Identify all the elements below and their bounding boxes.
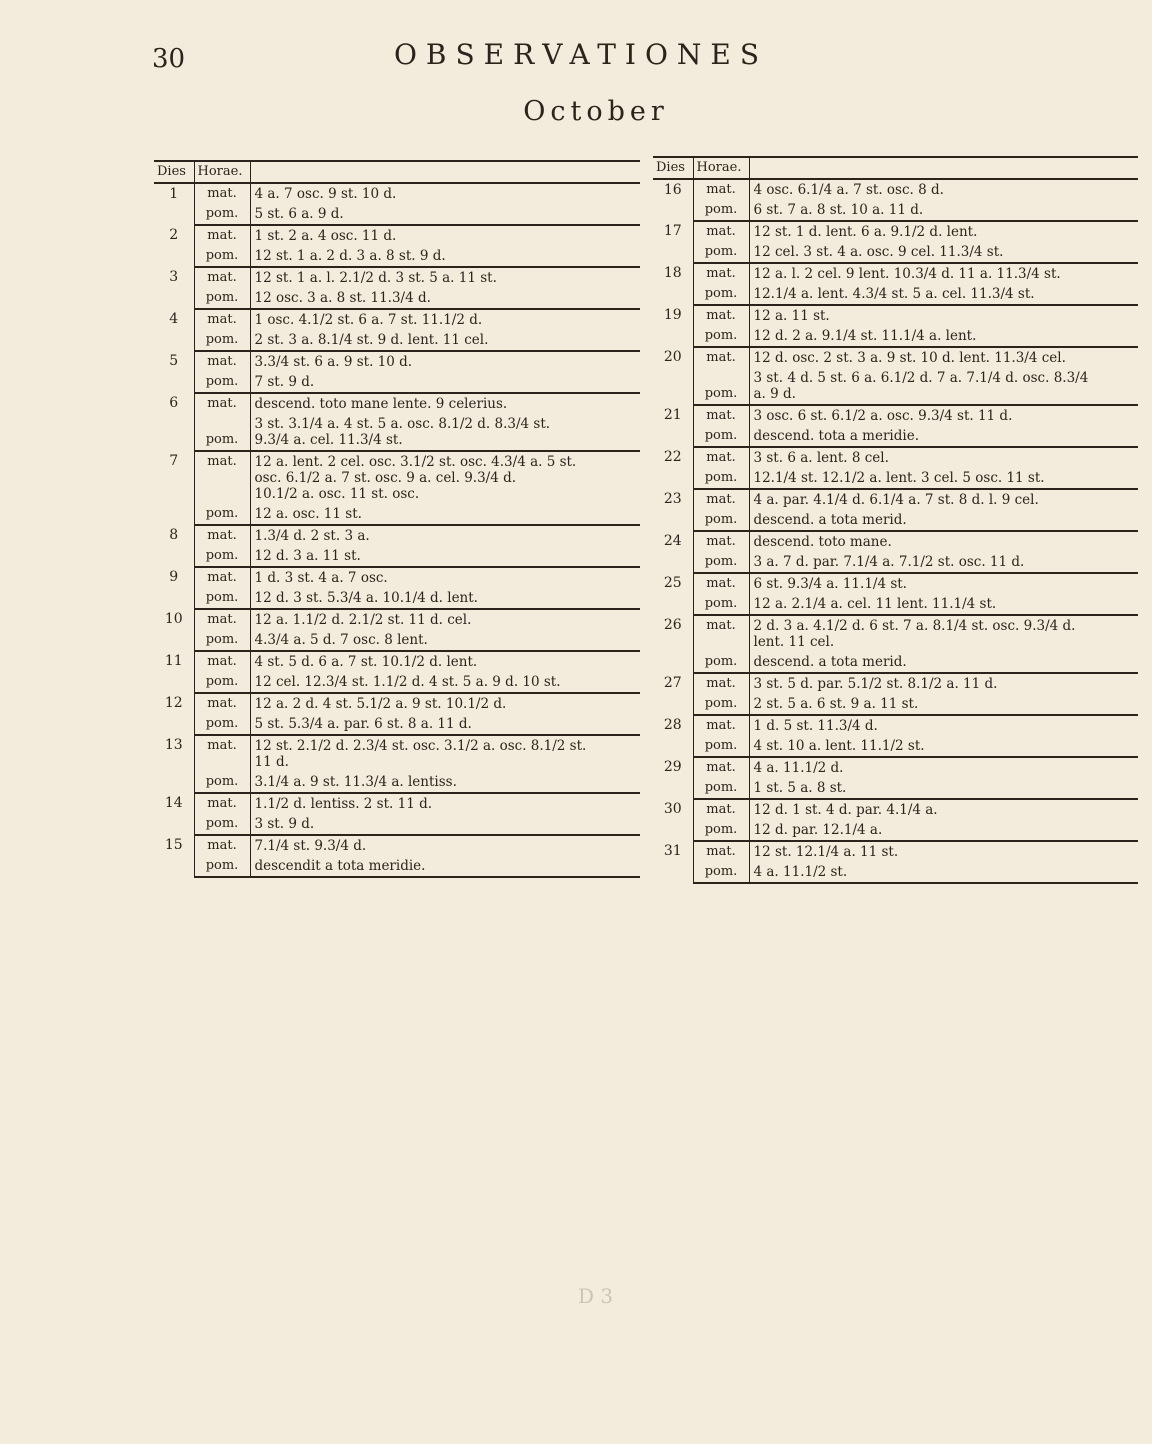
day-row-pom <box>154 714 640 735</box>
day-row-mat <box>653 179 1138 200</box>
reading-pom: 5 st. 6 a. 9 d. <box>250 204 640 225</box>
hour-label-pom: pom. <box>194 856 250 877</box>
hour-label-pom: pom. <box>693 862 749 883</box>
day-number: 7 <box>154 451 194 525</box>
day-row-pom <box>154 588 640 609</box>
day-number: 13 <box>154 735 194 793</box>
hour-label-pom: pom. <box>194 672 250 693</box>
day-row-mat <box>154 351 640 372</box>
day-row-mat <box>653 531 1138 552</box>
reading-pom: 12 cel. 12.3/4 st. 1.1/2 d. 4 st. 5 a. 9 d. 10 st. <box>250 672 640 693</box>
hour-label-mat: mat. <box>194 525 250 546</box>
day-row-pom <box>154 856 640 877</box>
day-number: 23 <box>653 489 693 531</box>
dies-header: Dies <box>154 161 194 183</box>
hour-label-pom: pom. <box>194 546 250 567</box>
reading-mat: 1 d. 3 st. 4 a. 7 osc. <box>254 570 388 586</box>
hour-label-mat: mat. <box>194 225 250 246</box>
hour-label-pom: pom. <box>693 778 749 799</box>
hour-label-pom: pom. <box>693 284 749 305</box>
reading-mat: 12 d. osc. 2 st. 3 a. 9 st. 10 d. lent. 11.3/4 cel. <box>753 350 1066 366</box>
hour-label-pom: pom. <box>194 504 250 525</box>
reading-pom: 12.1/4 st. 12.1/2 a. lent. 3 cel. 5 osc. 11 st. <box>749 468 1138 489</box>
day-row-mat <box>653 263 1138 284</box>
reading-pom: 4 a. 11.1/2 st. <box>749 862 1138 883</box>
day-number: 10 <box>154 609 194 651</box>
hour-label-pom: pom. <box>693 820 749 841</box>
day-number: 18 <box>653 263 693 305</box>
day-number: 8 <box>154 525 194 567</box>
day-row-mat <box>653 305 1138 326</box>
reading-pom: 12 osc. 3 a. 8 st. 11.3/4 d. <box>250 288 640 309</box>
day-row-mat <box>653 673 1138 694</box>
day-number: 3 <box>154 267 194 309</box>
hour-label-pom: pom. <box>693 468 749 489</box>
hour-label-pom: pom. <box>693 736 749 757</box>
reading-mat: 3 st. 5 d. par. 5.1/2 st. 8.1/2 a. 11 d. <box>753 676 998 692</box>
reading-mat: 1 osc. 4.1/2 st. 6 a. 7 st. 11.1/2 d. <box>254 312 483 328</box>
reading-pom: 3 a. 7 d. par. 7.1/4 a. 7.1/2 st. osc. 11 d. <box>749 552 1138 573</box>
day-number: 12 <box>154 693 194 735</box>
day-number: 4 <box>154 309 194 351</box>
day-row-mat <box>154 525 640 546</box>
hour-label-pom: pom. <box>693 652 749 673</box>
reading-pom: 3 st. 3.1/4 a. 4 st. 5 a. osc. 8.1/2 d. 8.3/4 st. 9.3/4 a. cel. 11.3/4 st. <box>250 414 640 451</box>
reading-mat: descend. toto mane lente. 9 celerius. <box>254 396 508 412</box>
hour-label-mat: mat. <box>693 221 749 242</box>
hour-label-pom: pom. <box>693 426 749 447</box>
reading-pom: 12 d. 2 a. 9.1/4 st. 11.1/4 a. lent. <box>749 326 1138 347</box>
day-row-pom <box>653 284 1138 305</box>
reading-pom: 2 st. 3 a. 8.1/4 st. 9 d. lent. 11 cel. <box>250 330 640 351</box>
hour-label-mat: mat. <box>194 267 250 288</box>
reading-mat: 12 a. 1.1/2 d. 2.1/2 st. 11 d. cel. <box>254 612 472 628</box>
reading-pom: 4 st. 10 a. lent. 11.1/2 st. <box>749 736 1138 757</box>
hour-label-mat: mat. <box>693 841 749 862</box>
reading-mat: 3 st. 6 a. lent. 8 cel. <box>753 450 889 466</box>
hour-label-pom: pom. <box>194 204 250 225</box>
hour-label-mat: mat. <box>194 183 250 204</box>
day-number: 17 <box>653 221 693 263</box>
reading-mat: 1 st. 2 a. 4 osc. 11 d. <box>254 228 397 244</box>
day-row-pom <box>154 814 640 835</box>
readings-header <box>749 157 1138 179</box>
hour-label-pom: pom. <box>194 330 250 351</box>
day-number: 15 <box>154 835 194 877</box>
hour-label-mat: mat. <box>693 405 749 426</box>
hour-label-mat: mat. <box>194 451 250 504</box>
day-row-pom <box>154 672 640 693</box>
reading-pom: 3.1/4 a. 9 st. 11.3/4 a. lentiss. <box>250 772 640 793</box>
day-row-pom <box>154 246 640 267</box>
reading-pom: 1 st. 5 a. 8 st. <box>749 778 1138 799</box>
hour-label-mat: mat. <box>693 573 749 594</box>
hour-label-mat: mat. <box>693 489 749 510</box>
day-row-mat <box>653 347 1138 368</box>
hour-label-pom: pom. <box>194 714 250 735</box>
signature-mark: D 3 <box>578 1284 614 1308</box>
reading-mat: 12 st. 2.1/2 d. 2.3/4 st. osc. 3.1/2 a. osc. 8.1/2 st. 11 d. <box>254 738 587 770</box>
day-number: 21 <box>653 405 693 447</box>
reading-mat: 1.1/2 d. lentiss. 2 st. 11 d. <box>254 796 433 812</box>
day-row-pom <box>653 552 1138 573</box>
day-number: 30 <box>653 799 693 841</box>
reading-pom: 12.1/4 a. lent. 4.3/4 st. 5 a. cel. 11.3/4 st. <box>749 284 1138 305</box>
reading-pom: descendit a tota meridie. <box>250 856 640 877</box>
hour-label-mat: mat. <box>693 305 749 326</box>
day-number: 28 <box>653 715 693 757</box>
day-row-mat <box>653 405 1138 426</box>
hour-label-pom: pom. <box>693 510 749 531</box>
reading-mat: 4 a. 7 osc. 9 st. 10 d. <box>254 186 397 202</box>
hour-label-mat: mat. <box>693 531 749 552</box>
reading-pom: 7 st. 9 d. <box>250 372 640 393</box>
day-row-mat <box>653 573 1138 594</box>
reading-mat: 7.1/4 st. 9.3/4 d. <box>254 838 367 854</box>
hour-label-mat: mat. <box>693 263 749 284</box>
day-row-mat <box>154 267 640 288</box>
day-row-pom <box>154 372 640 393</box>
day-row-pom <box>653 426 1138 447</box>
reading-pom: 12 d. 3 st. 5.3/4 a. 10.1/4 d. lent. <box>250 588 640 609</box>
day-row-pom <box>653 694 1138 715</box>
day-row-pom <box>154 504 640 525</box>
hour-label-pom: pom. <box>693 200 749 221</box>
day-row-pom <box>653 242 1138 263</box>
day-row-mat <box>653 757 1138 778</box>
hour-label-pom: pom. <box>194 814 250 835</box>
day-row-mat <box>154 183 640 204</box>
reading-mat: 1.3/4 d. 2 st. 3 a. <box>254 528 370 544</box>
day-row-pom <box>653 862 1138 883</box>
hour-label-pom: pom. <box>194 246 250 267</box>
reading-mat: 3.3/4 st. 6 a. 9 st. 10 d. <box>254 354 413 370</box>
reading-mat: 12 d. 1 st. 4 d. par. 4.1/4 a. <box>753 802 938 818</box>
reading-pom: 2 st. 5 a. 6 st. 9 a. 11 st. <box>749 694 1138 715</box>
reading-mat: 12 a. l. 2 cel. 9 lent. 10.3/4 d. 11 a. 11.3/4 st. <box>753 266 1061 282</box>
reading-mat: 12 a. lent. 2 cel. osc. 3.1/2 st. osc. 4.3/4 a. 5 st. osc. 6.1/2 a. 7 st. osc. 9 a. cel. 9.3/4 d. 10.1/2 a. osc. 11 st. osc. <box>254 454 577 502</box>
day-row-pom <box>653 778 1138 799</box>
reading-pom: 5 st. 5.3/4 a. par. 6 st. 8 a. 11 d. <box>250 714 640 735</box>
hour-label-pom: pom. <box>693 694 749 715</box>
hour-label-mat: mat. <box>194 651 250 672</box>
reading-mat: 4 a. 11.1/2 d. <box>753 760 844 776</box>
day-row-mat <box>653 715 1138 736</box>
reading-mat: 12 st. 1 a. l. 2.1/2 d. 3 st. 5 a. 11 st. <box>254 270 497 286</box>
reading-pom: 3 st. 4 d. 5 st. 6 a. 6.1/2 d. 7 a. 7.1/4 d. osc. 8.3/4 a. 9 d. <box>749 368 1138 405</box>
hour-label-pom: pom. <box>194 772 250 793</box>
day-number: 29 <box>653 757 693 799</box>
day-row-pom <box>653 652 1138 673</box>
day-row-pom <box>653 200 1138 221</box>
day-row-mat <box>154 609 640 630</box>
page-number: 30 <box>152 44 186 74</box>
hour-label-mat: mat. <box>693 615 749 652</box>
hour-label-pom: pom. <box>194 288 250 309</box>
hour-label-mat: mat. <box>194 735 250 772</box>
day-number: 11 <box>154 651 194 693</box>
day-row-pom <box>154 330 640 351</box>
hour-label-mat: mat. <box>194 309 250 330</box>
hour-label-pom: pom. <box>194 588 250 609</box>
hour-label-pom: pom. <box>693 326 749 347</box>
hour-label-pom: pom. <box>693 552 749 573</box>
reading-mat: 12 a. 2 d. 4 st. 5.1/2 a. 9 st. 10.1/2 d. <box>254 696 507 712</box>
hour-label-mat: mat. <box>693 715 749 736</box>
reading-mat: 4 osc. 6.1/4 a. 7 st. osc. 8 d. <box>753 182 944 198</box>
day-row-mat <box>653 447 1138 468</box>
reading-pom: descend. a tota merid. <box>749 652 1138 673</box>
horae-header: Horae. <box>194 161 250 183</box>
day-row-mat <box>154 651 640 672</box>
hour-label-mat: mat. <box>194 793 250 814</box>
day-number: 19 <box>653 305 693 347</box>
reading-mat: 3 osc. 6 st. 6.1/2 a. osc. 9.3/4 st. 11 d. <box>753 408 1013 424</box>
hour-label-pom: pom. <box>693 242 749 263</box>
day-number: 20 <box>653 347 693 405</box>
day-number: 26 <box>653 615 693 673</box>
day-row-mat <box>154 693 640 714</box>
left-observation-table <box>154 160 640 878</box>
day-number: 22 <box>653 447 693 489</box>
day-row-pom <box>653 820 1138 841</box>
reading-mat: 4 st. 5 d. 6 a. 7 st. 10.1/2 d. lent. <box>254 654 478 670</box>
day-number: 9 <box>154 567 194 609</box>
day-row-pom <box>154 204 640 225</box>
day-number: 16 <box>653 179 693 221</box>
day-row-mat <box>154 451 640 504</box>
hour-label-mat: mat. <box>194 693 250 714</box>
hour-label-mat: mat. <box>194 351 250 372</box>
right-observation-table <box>653 156 1138 884</box>
day-row-pom <box>653 736 1138 757</box>
day-row-mat <box>154 567 640 588</box>
running-title: OBSERVATIONES <box>393 38 769 71</box>
day-number: 6 <box>154 393 194 451</box>
day-row-pom <box>653 468 1138 489</box>
day-row-mat <box>154 309 640 330</box>
reading-mat: 12 a. 11 st. <box>753 308 830 324</box>
reading-pom: descend. a tota merid. <box>749 510 1138 531</box>
day-row-mat <box>154 793 640 814</box>
reading-mat: 12 st. 12.1/4 a. 11 st. <box>753 844 899 860</box>
day-number: 14 <box>154 793 194 835</box>
hour-label-mat: mat. <box>693 757 749 778</box>
reading-mat: descend. toto mane. <box>753 534 892 550</box>
reading-pom: 12 st. 1 a. 2 d. 3 a. 8 st. 9 d. <box>250 246 640 267</box>
day-row-pom <box>154 630 640 651</box>
hour-label-mat: mat. <box>693 179 749 200</box>
reading-mat: 1 d. 5 st. 11.3/4 d. <box>753 718 878 734</box>
reading-pom: 12 a. 2.1/4 a. cel. 11 lent. 11.1/4 st. <box>749 594 1138 615</box>
day-number: 27 <box>653 673 693 715</box>
reading-mat: 12 st. 1 d. lent. 6 a. 9.1/2 d. lent. <box>753 224 978 240</box>
reading-pom: 12 cel. 3 st. 4 a. osc. 9 cel. 11.3/4 st. <box>749 242 1138 263</box>
reading-mat: 4 a. par. 4.1/4 d. 6.1/4 a. 7 st. 8 d. l. 9 cel. <box>753 492 1039 508</box>
right-table-body <box>653 179 1138 883</box>
day-row-mat <box>154 735 640 772</box>
reading-pom: 3 st. 9 d. <box>250 814 640 835</box>
day-row-mat <box>154 835 640 856</box>
hour-label-pom: pom. <box>194 630 250 651</box>
dies-header: Dies <box>653 157 693 179</box>
month-title: October <box>523 96 669 127</box>
readings-header <box>250 161 640 183</box>
day-number: 31 <box>653 841 693 883</box>
hour-label-mat: mat. <box>693 799 749 820</box>
hour-label-mat: mat. <box>194 835 250 856</box>
day-row-mat <box>154 225 640 246</box>
day-row-mat <box>653 841 1138 862</box>
reading-pom: 12 d. 3 a. 11 st. <box>250 546 640 567</box>
hour-label-pom: pom. <box>194 372 250 393</box>
day-row-pom <box>653 326 1138 347</box>
reading-mat: 6 st. 9.3/4 a. 11.1/4 st. <box>753 576 907 592</box>
day-row-pom <box>154 414 640 451</box>
day-number: 25 <box>653 573 693 615</box>
hour-label-mat: mat. <box>194 609 250 630</box>
day-row-mat <box>154 393 640 414</box>
reading-pom: 6 st. 7 a. 8 st. 10 a. 11 d. <box>749 200 1138 221</box>
day-row-pom <box>653 510 1138 531</box>
reading-pom: 12 a. osc. 11 st. <box>250 504 640 525</box>
hour-label-mat: mat. <box>194 393 250 414</box>
day-row-mat <box>653 799 1138 820</box>
day-row-pom <box>154 288 640 309</box>
reading-mat: 2 d. 3 a. 4.1/2 d. 6 st. 7 a. 8.1/4 st. osc. 9.3/4 d. lent. 11 cel. <box>753 618 1076 650</box>
day-row-pom <box>653 368 1138 405</box>
day-row-mat <box>653 615 1138 652</box>
reading-pom: 12 d. par. 12.1/4 a. <box>749 820 1138 841</box>
day-row-mat <box>653 489 1138 510</box>
hour-label-mat: mat. <box>693 673 749 694</box>
hour-label-pom: pom. <box>693 368 749 405</box>
day-row-pom <box>154 772 640 793</box>
day-number: 2 <box>154 225 194 267</box>
hour-label-pom: pom. <box>693 594 749 615</box>
day-number: 5 <box>154 351 194 393</box>
hour-label-pom: pom. <box>194 414 250 451</box>
horae-header: Horae. <box>693 157 749 179</box>
hour-label-mat: mat. <box>194 567 250 588</box>
day-number: 24 <box>653 531 693 573</box>
left-table-body <box>154 183 640 877</box>
reading-pom: descend. tota a meridie. <box>749 426 1138 447</box>
day-number: 1 <box>154 183 194 225</box>
day-row-pom <box>154 546 640 567</box>
hour-label-mat: mat. <box>693 347 749 368</box>
hour-label-mat: mat. <box>693 447 749 468</box>
day-row-pom <box>653 594 1138 615</box>
day-row-mat <box>653 221 1138 242</box>
reading-pom: 4.3/4 a. 5 d. 7 osc. 8 lent. <box>250 630 640 651</box>
